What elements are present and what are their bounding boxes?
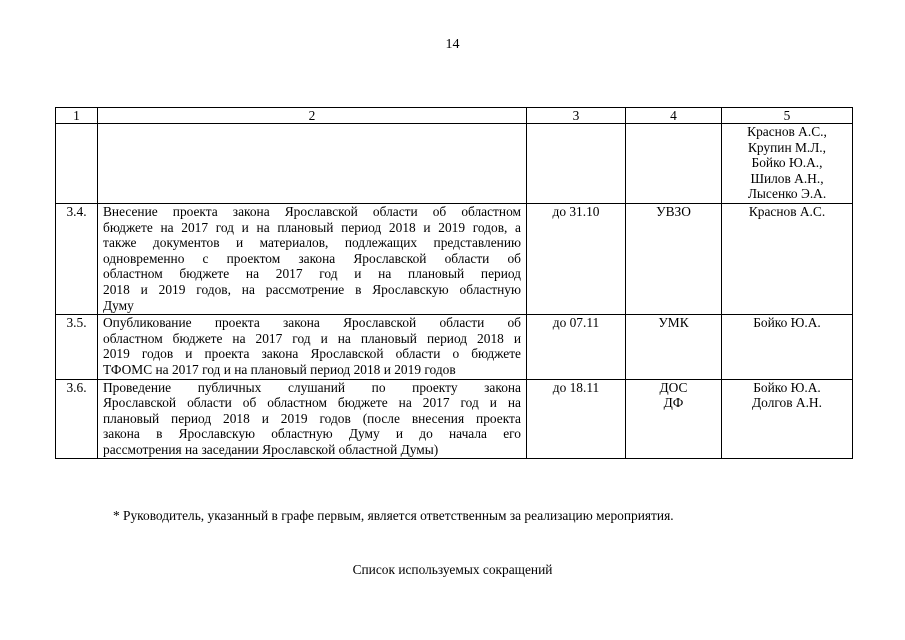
row-number: 3.5.: [66, 315, 87, 331]
row-number: 3.6.: [66, 379, 87, 395]
department: УМК: [658, 315, 689, 331]
responsible-person: Крупин М.Л.,: [747, 139, 827, 155]
activity-cell: [98, 379, 527, 459]
activity-text-line: плановый период 2018 и 2019 годов (после внесения проекта: [103, 410, 521, 426]
responsible-person: Краснов А.С.,: [747, 124, 827, 139]
responsible-person: Бойко Ю.А.: [753, 379, 821, 395]
responsible-person: Краснов А.С.: [748, 203, 826, 219]
activity-cell: [98, 315, 527, 379]
deadline-cell: [527, 203, 626, 314]
header-cell-3: 3: [527, 108, 626, 124]
row-number-cell: [56, 203, 98, 314]
department-cell: [626, 203, 722, 314]
deadline: до 18.11: [552, 379, 600, 395]
activity-text-line: 2019 годов и проекта закона Ярославской области о бюджете: [103, 346, 521, 362]
table-row: [56, 315, 853, 379]
activity-text-line: ТФОМС на 2017 год и на плановый период 2018 и 2019 годов: [103, 361, 456, 377]
activity-cell: [98, 124, 527, 204]
deadline: до 31.10: [552, 203, 600, 219]
activity-text-line: Внесение проекта закона Ярославской области об областном: [103, 203, 521, 219]
activity-text-line: областном бюджете на 2017 год и на плановый период 2018 и: [103, 330, 521, 346]
table-row: [56, 203, 853, 314]
department-cell: [626, 124, 722, 204]
responsible-cell: [722, 379, 853, 459]
activity-text-line: одновременно с проектом закона Ярославской области об: [103, 250, 521, 266]
activity-text-line: Ярославской области об областном бюджете на 2017 год и на: [103, 395, 521, 411]
activity-text-line: бюджете на 2017 год и на плановый период 2018 и 2019 годов, а: [103, 219, 521, 235]
header-cell-1: 1: [56, 108, 98, 124]
plan-table: [55, 107, 853, 459]
department: ДФ: [663, 395, 684, 411]
department: УВЗО: [656, 203, 691, 219]
deadline-cell: [527, 315, 626, 379]
responsible-person: Лысенко Э.А.: [747, 186, 827, 202]
abbreviations-title: Список используемых сокращений: [352, 562, 553, 577]
table-header-row: [56, 108, 853, 124]
row-number: 3.4.: [66, 203, 87, 219]
responsible-person: Долгов А.Н.: [752, 395, 822, 411]
table-body: [56, 124, 853, 459]
responsible-cell: [722, 315, 853, 379]
deadline-cell: [527, 379, 626, 459]
responsible-person: Бойко Ю.А.: [753, 315, 821, 331]
responsible-person: Бойко Ю.А.,: [751, 155, 823, 171]
activity-text-line: также документов и материалов, подлежащих представлению: [103, 235, 521, 251]
responsible-cell: [722, 203, 853, 314]
table-row: [56, 124, 853, 204]
header-cell-4: 4: [626, 108, 722, 124]
header-cell-5: 5: [722, 108, 853, 124]
activity-text-line: Думу: [103, 297, 134, 313]
row-number-cell: [56, 315, 98, 379]
table-row: [56, 379, 853, 459]
row-number-cell: [56, 124, 98, 204]
activity-text-line: Проведение публичных слушаний по проекту закона: [103, 379, 521, 395]
deadline-cell: [527, 124, 626, 204]
activity-text-line: рассмотрения на заседании Ярославской областной Думы): [103, 441, 439, 457]
department-cell: [626, 379, 722, 459]
activity-text-line: 2018 и 2019 годов, на рассмотрение в Ярославскую областную: [103, 281, 521, 297]
row-number-cell: [56, 379, 98, 459]
footnote: * Руководитель, указанный в графе первым, является ответственным за реализацию мероприятия.: [113, 508, 674, 523]
department-cell: [626, 315, 722, 379]
responsible-cell: [722, 124, 853, 204]
department: ДОС: [659, 379, 688, 395]
deadline: до 07.11: [552, 315, 600, 331]
activity-text-line: закона в Ярославскую областную Думу и до начала его: [103, 426, 521, 442]
header-cell-2: 2: [98, 108, 527, 124]
responsible-person: Шилов А.Н.,: [750, 170, 824, 186]
activity-text-line: Опубликование проекта закона Ярославской области об: [103, 315, 521, 331]
page-number: 14: [445, 37, 460, 52]
activity-text-line: областном бюджете на 2017 год и на плановый период: [103, 266, 521, 282]
activity-cell: [98, 203, 527, 314]
